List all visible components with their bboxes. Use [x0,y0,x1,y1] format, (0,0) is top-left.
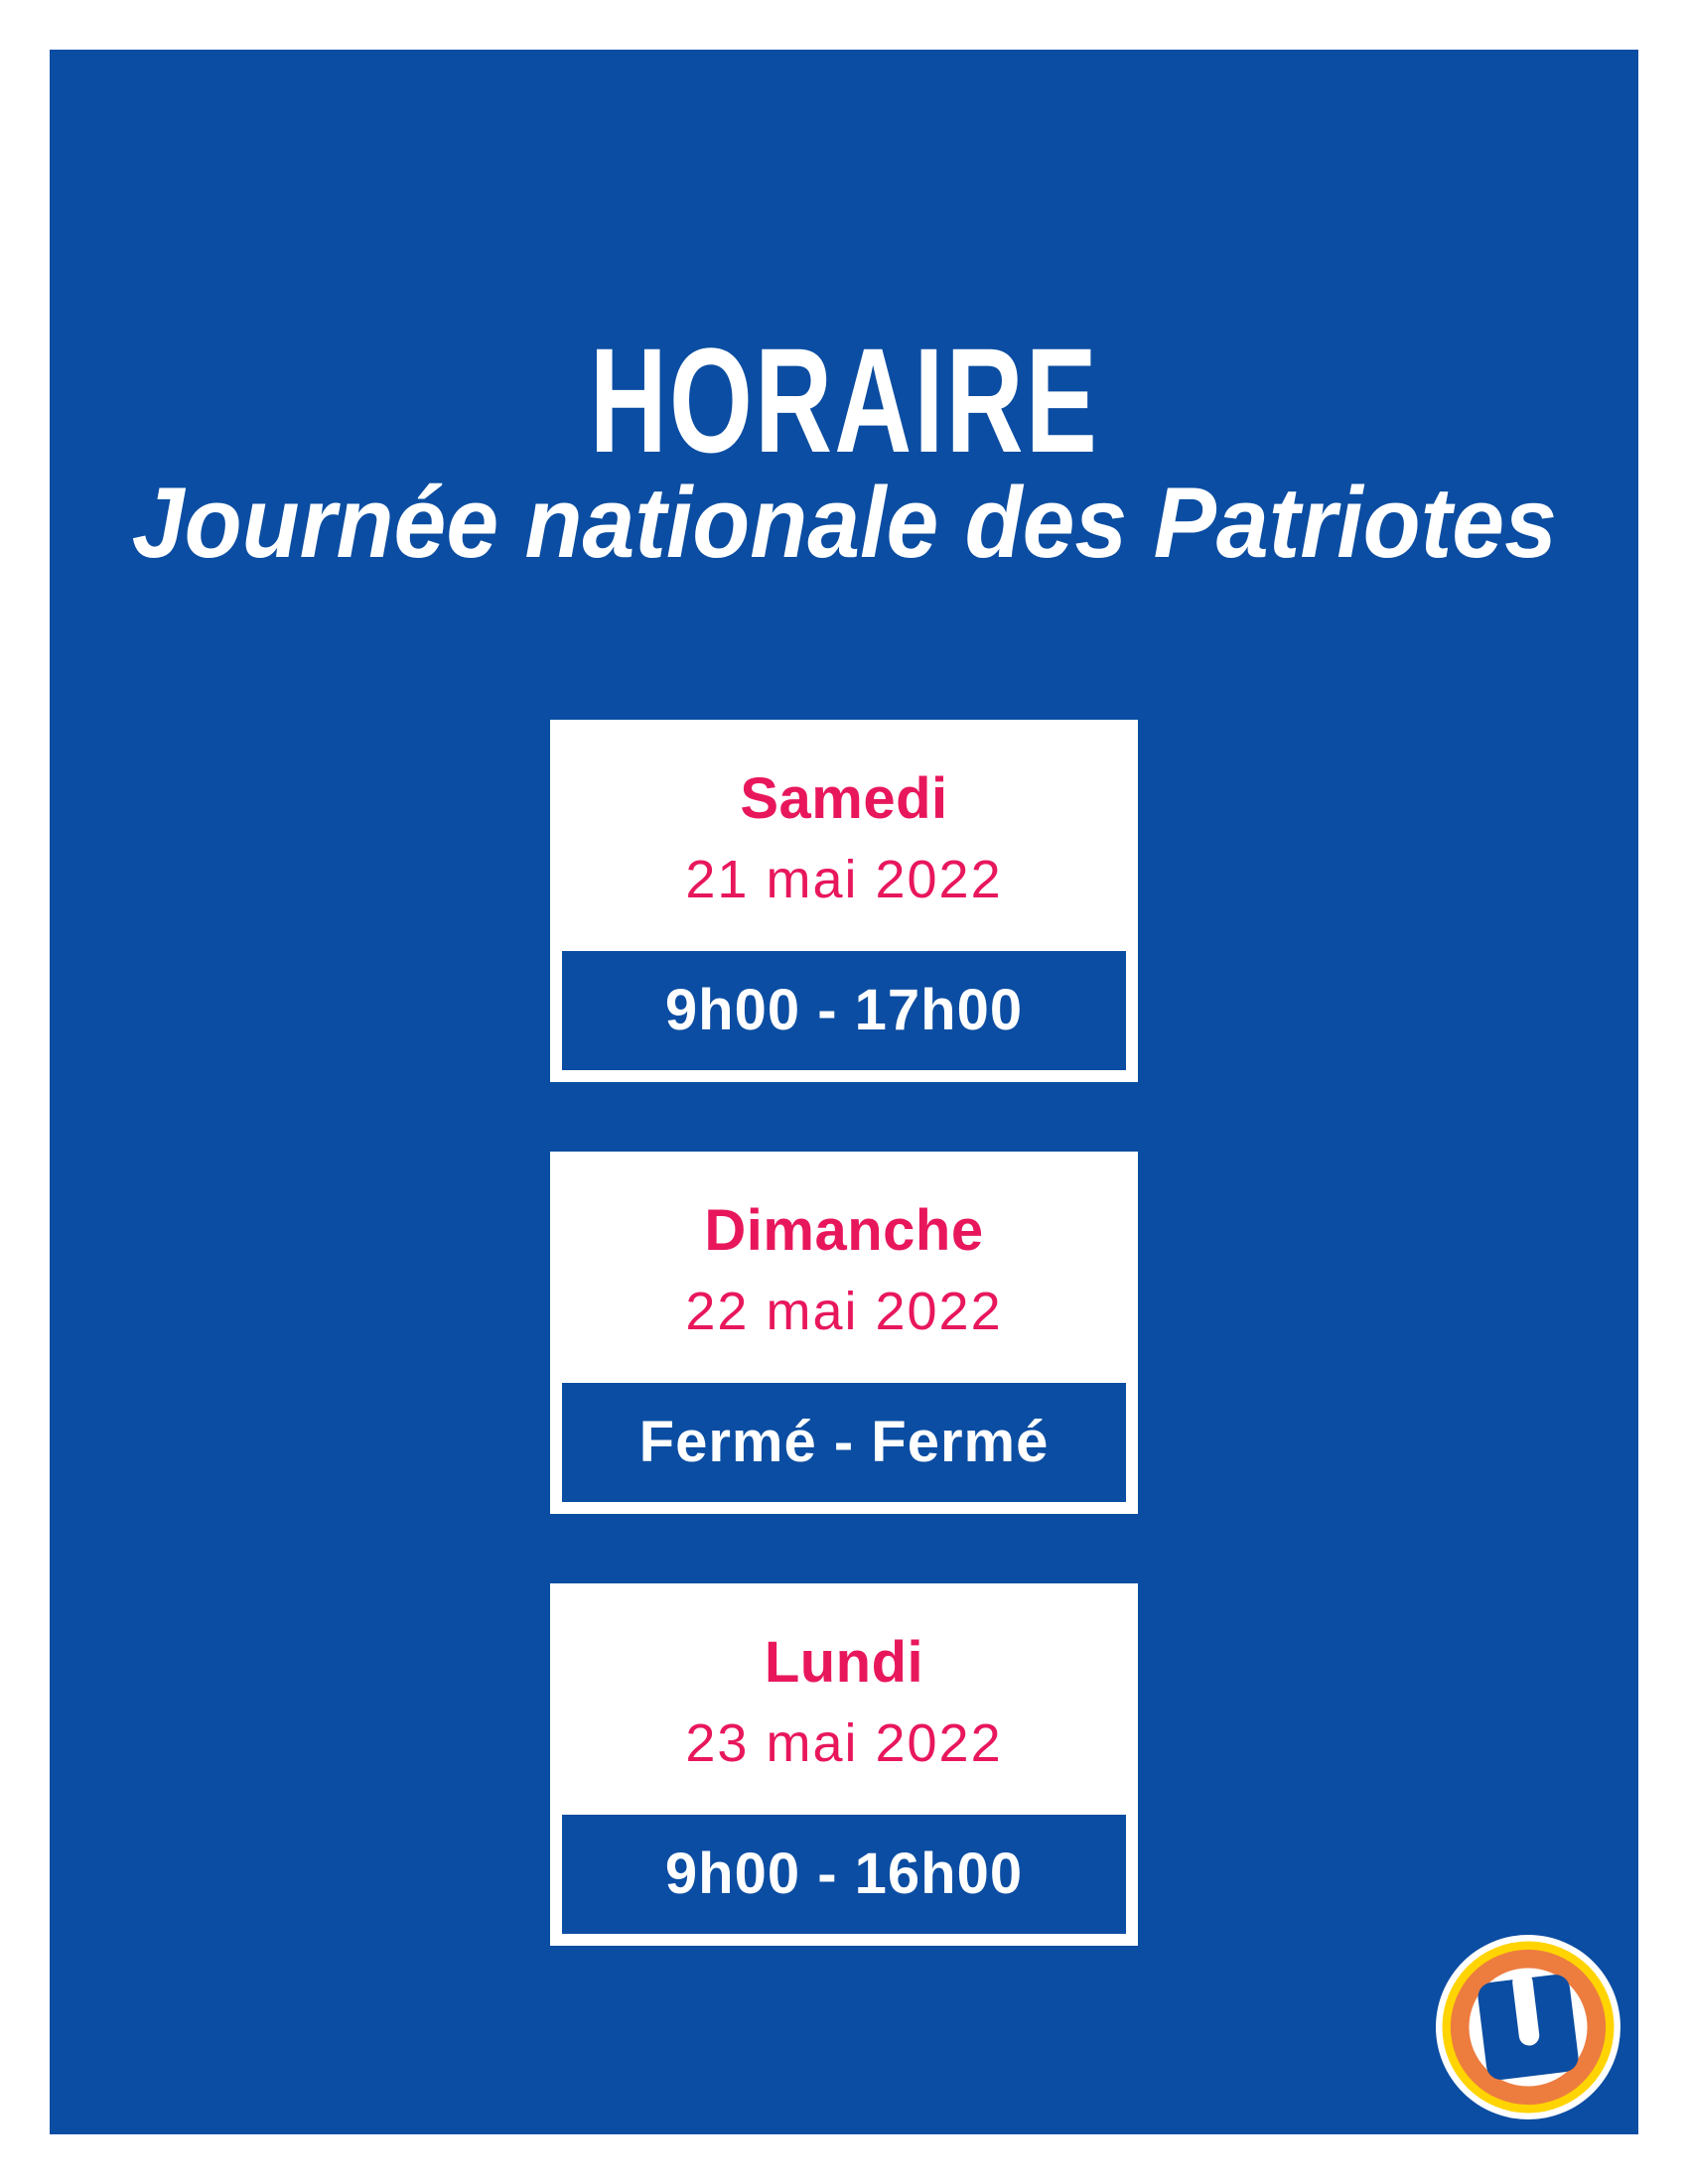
date-label: 23 mai 2022 [685,1712,1003,1773]
poster-title-text: HORAIRE [589,317,1099,483]
date-label: 21 mai 2022 [685,849,1003,909]
hours-bar [562,1815,1126,1934]
hours-bar [562,1383,1126,1502]
date-label: 22 mai 2022 [685,1281,1003,1341]
day-label: Lundi [764,1630,924,1695]
poster-blue-panel [50,50,1638,2134]
hours-label: 9h00 - 16h00 [664,1842,1024,1906]
schedule-card-sunday [550,1152,1138,1514]
schedule-card-list [550,720,1138,1946]
day-label: Samedi [740,766,948,831]
schedule-card-monday [550,1583,1138,1946]
poster-title [50,317,1638,483]
hours-label: 9h00 - 17h00 [664,978,1024,1042]
poster-subtitle [50,468,1638,579]
hours-bar [562,951,1126,1070]
u-brand-logo-icon [1436,1935,1620,2119]
hours-label: Fermé - Fermé [638,1410,1050,1474]
schedule-card-saturday [550,720,1138,1082]
poster-subtitle-text: Journée nationale des Patriotes [131,468,1557,579]
day-label: Dimanche [704,1198,984,1263]
